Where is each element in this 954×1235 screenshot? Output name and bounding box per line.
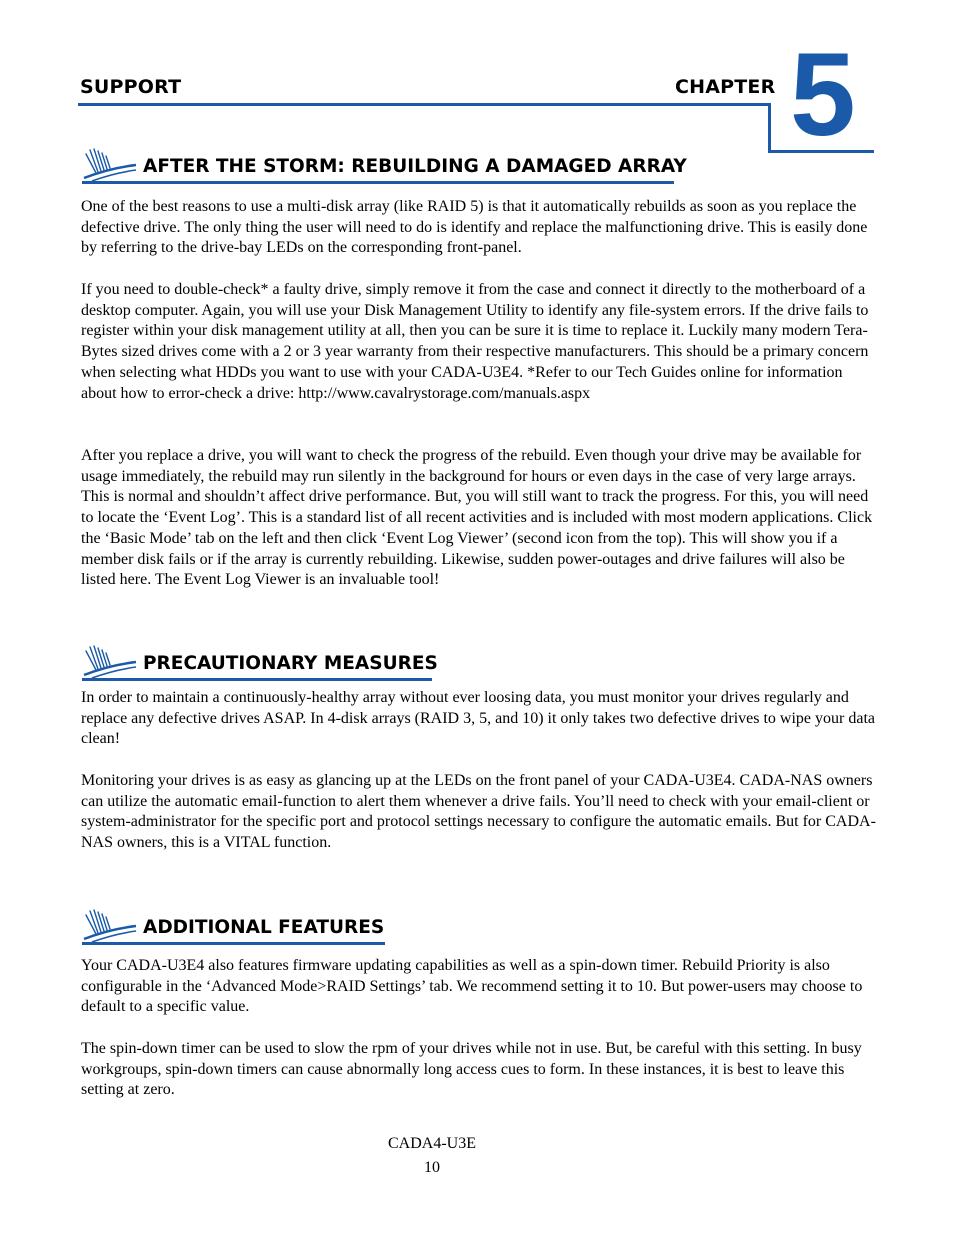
section-rule <box>82 942 385 945</box>
section-rule <box>82 678 432 681</box>
header-section-label: SUPPORT <box>80 76 182 98</box>
paragraph: After you replace a drive, you will want to check the progress of the rebuild. Even though your drive may be available for usage immediately, the rebuild may run silently in the background for hours or even days in the case of very large arrays. This is normal and shouldn’t affect drive performance. But, you will still want to track the progress. For this, you will need to locate the ‘Event Log’. This is a standard list of all recent activities and is included with most modern applications. Click the ‘Basic Mode’ tab on the left and then click ‘Event Log Viewer’ (second icon from the top). This will show you if a member disk fails or if the array is currently rebuilding. Likewise, sudden power-outages and drive failures will also be listed here. The Event Log Viewer is an invaluable tool! <box>81 447 873 589</box>
paragraph: If you need to double-check* a faulty drive, simply remove it from the case and connect it directly to the motherboard of a desktop computer. Again, you will use your Disk Management Utility to identify any file-system errors. If the drive fails to register within your disk management utility at all, then you can be sure it is time to replace it. Luckily many modern Tera-Bytes sized drives come with a 2 or 3 year warranty from their respective manufacturers. This should be a primary concern when selecting what HDDs you want to use with your CADA-U3E4. *Refer to our Tech Guides online for information about how to error-check a drive: http://www.cavalrystorage.com/manuals.aspx <box>81 281 869 402</box>
page-number: 10 <box>424 1159 440 1176</box>
section-title: ADDITIONAL FEATURES <box>143 917 385 938</box>
paragraph: Monitoring your drives is as easy as glancing up at the LEDs on the front panel of your CADA-U3E4. CADA-NAS owners can utilize the automatic email-function to alert them whenever a drive fails. You’ll need to check with your email-client or system-administrator for the specific port and protocol settings necessary to configure the automatic emails. But for CADA-NAS owners, this is a VITAL function. <box>81 772 876 852</box>
paragraph: The spin-down timer can be used to slow the rpm of your drives while not in use. But, be careful with this setting. In busy workgroups, spin-down timers can cause abnormally long access cues to form. In these instances, it is best to leave this setting at zero. <box>81 1040 862 1099</box>
section-rule <box>82 181 674 184</box>
lightning-swoosh-icon <box>82 645 138 679</box>
paragraph: One of the best reasons to use a multi-disk array (like RAID 5) is that it automatically rebuilds as soon as you replace the defective drive. The only thing the user will need to do is identify and replace the malfunctioning drive. This is easily done by referring to the drive-bay LEDs on the corresponding front-panel. <box>81 198 868 257</box>
lightning-swoosh-icon <box>82 909 138 943</box>
paragraph: In order to maintain a continuously-healthy array without ever loosing data, you must monitor your drives regularly and replace any defective drives ASAP. In 4-disk arrays (RAID 3, 5, and 10) it only takes two defective drives to wipe your data clean! <box>81 689 875 748</box>
lightning-swoosh-icon <box>82 148 138 182</box>
section-title: PRECAUTIONARY MEASURES <box>143 653 438 674</box>
section-heading <box>82 909 385 945</box>
header-chapter-label: CHAPTER <box>675 76 776 98</box>
header-rule <box>78 103 770 106</box>
paragraph: Your CADA-U3E4 also features firmware updating capabilities as well as a spin-down timer. Rebuild Priority is also configurable in the ‘Advanced Mode>RAID Settings’ tab. We recommend setting it to 10. But power-users may choose to default to a specific value. <box>81 957 863 1016</box>
footer-model: CADA4-U3E <box>388 1135 476 1152</box>
chapter-number: 5 <box>790 29 856 161</box>
section-heading <box>82 645 438 681</box>
section-heading <box>82 148 687 184</box>
section-title: AFTER THE STORM: REBUILDING A DAMAGED ARRAY <box>143 156 687 177</box>
